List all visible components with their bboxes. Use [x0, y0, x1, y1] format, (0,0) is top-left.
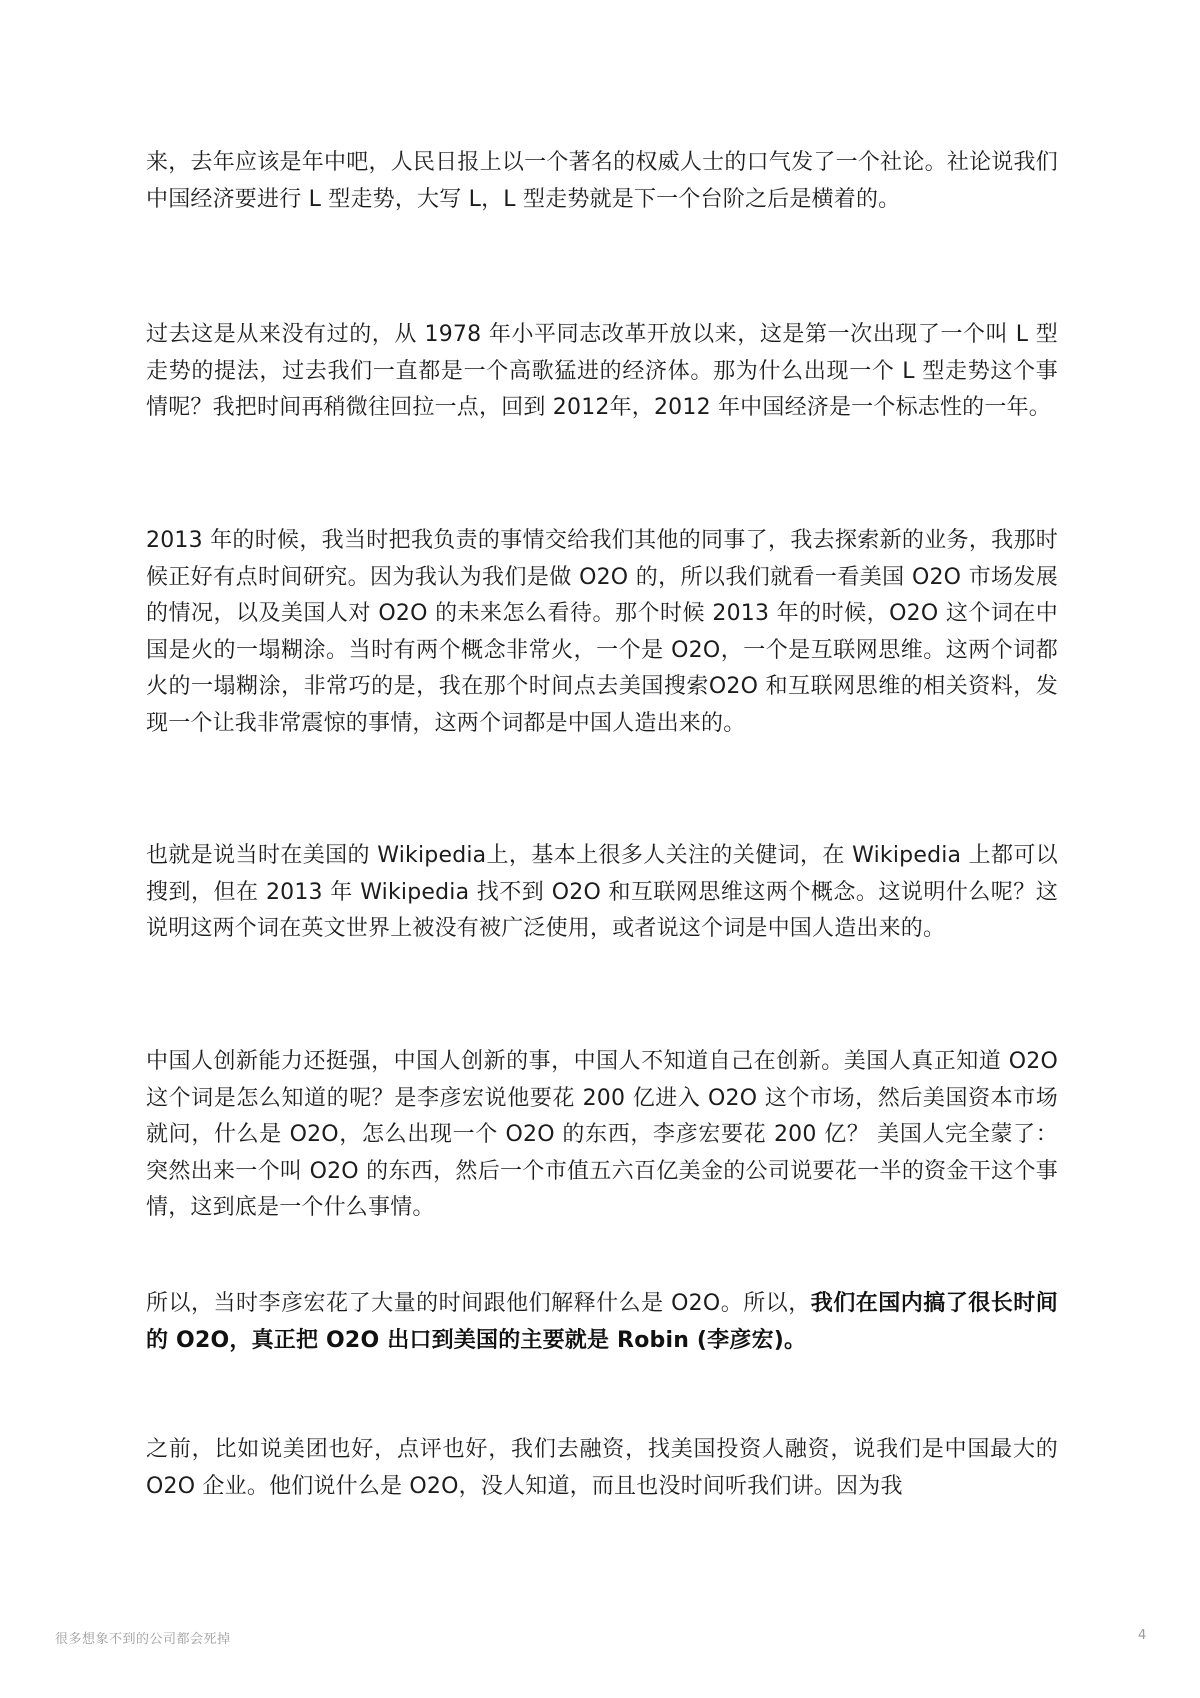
bold-emphasis: 我们在国内搞了很长时间的 O2O，真正把 O2O 出口到美国的主要就是 Robin (李彦宏)。 [146, 1291, 1059, 1353]
paragraph: 2013 年的时候，我当时把我负责的事情交给我们其他的同事了，我去探索新的业务，我那时候正好有点时间研究。因为我认为我们是做 O2O 的，所以我们就看一看美国 O2O 市场发展的情况，以及美国人对 O2O 的未来怎么看待。那个时候 2013 年的时候，O2O 这个词在中国是火的一塌糊涂。当时有两个概念非常火，一个是 O2O，一个是互联网思维。这两个词都火的一塌糊涂，非常巧的是，我在那个时间点去美国搜索O2O 和互联网思维的相关资料，发现一个让我非常震惊的事情，这两个词都是中国人造出来的。 [146, 528, 1058, 736]
paragraph: 也就是说当时在美国的 Wikipedia上，基本上很多人关注的关健词，在 Wikipedia 上都可以搜到，但在 2013 年 Wikipedia 找不到 O2O 和互联网思维这两个概念。这说明什么呢？这说明这两个词在英文世界上被没有被广泛使用，或者说这个词是中国人造出来的。 [146, 843, 1058, 941]
paragraph-text: 所以，当时李彦宏花了大量的时间跟他们解释什么是 O2O。所以， [146, 1291, 811, 1316]
paragraph: 中国人创新能力还挺强，中国人创新的事，中国人不知道自己在创新。美国人真正知道 O2O 这个词是怎么知道的呢？是李彦宏说他要花 200 亿进入 O2O 这个市场，然后美国资本市场就问，什么是 O2O，怎么出现一个 O2O 的东西，李彦宏要花 200 亿？ 美国人完全蒙了：突然出来一个叫 O2O 的东西，然后一个市值五六百亿美金的公司说要花一半的资金干这个事情，这到底是一个什么事情。 [146, 1049, 1058, 1220]
paragraph: 之前，比如说美团也好，点评也好，我们去融资，找美国投资人融资，说我们是中国最大的 O2O 企业。他们说什么是 O2O，没人知道，而且也没时间听我们讲。因为我 [146, 1437, 1058, 1499]
paragraph-with-emphasis [146, 1286, 1058, 1359]
footer-page-number: 4 [1138, 1628, 1147, 1643]
paragraph: 来，去年应该是年中吧，人民日报上以一个著名的权威人士的口气发了一个社论。社论说我们中国经济要进行 L 型走势，大写 L，L 型走势就是下一个台阶之后是横着的。 [146, 150, 1058, 212]
footer-document-title: 很多想象不到的公司都会死掉 [55, 1632, 231, 1647]
paragraph: 过去这是从来没有过的，从 1978 年小平同志改革开放以来，这是第一次出现了一个叫 L 型走势的提法，过去我们一直都是一个高歌猛进的经济体。那为什么出现一个 L 型走势这个事情呢？我把时间再稍微往回拉一点，回到 2012年，2012 年中国经济是一个标志性的一年。 [146, 322, 1058, 420]
